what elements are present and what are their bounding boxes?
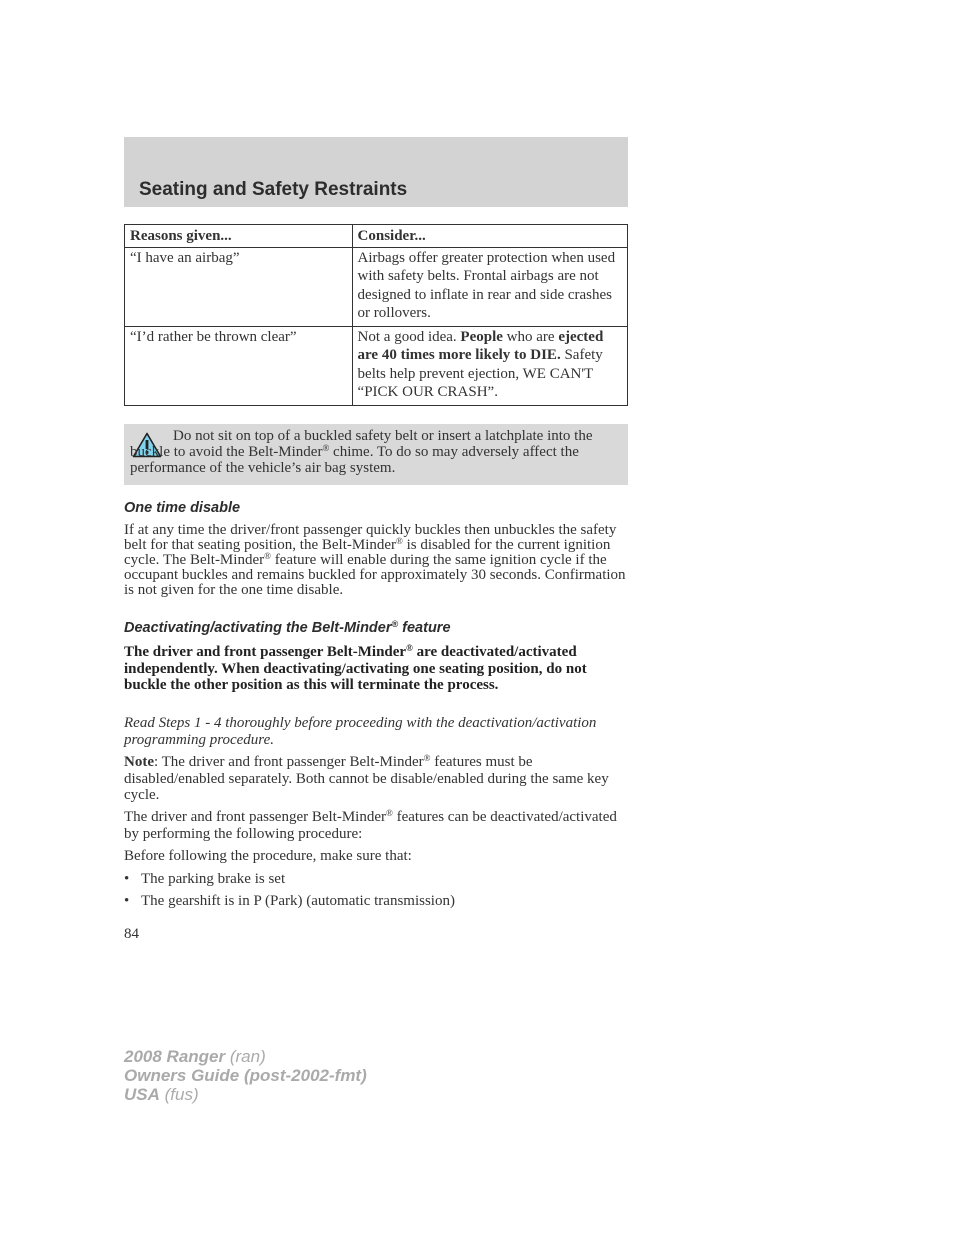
table-cell-consider [352,326,627,405]
one-time-disable-paragraph: If at any time the driver/front passenger quickly buckles then unbuckles the safety belt for that seating position, the Belt-Minder® is disabled for the current ignition cycle. The Belt-Minder® feature will enable during the same ignition cycle if the occupant buckles and remains buckled for approximately 30 seconds. Confirmation is not given for the one time disable. [124,522,626,598]
section-title: Seating and Safety Restraints [139,179,408,200]
deactivating-bold-paragraph: The driver and front passenger Belt-Minder® are deactivated/activated independently. When deactivating/activating one seating position, do not buckle the other position as this will terminate the process. [124,643,587,693]
procedure-paragraph: The driver and front passenger Belt-Minder® features can be deactivated/activated by performing the following procedure: [124,808,617,842]
consider-text: Safety belts help prevent ejection, WE CAN'T “PICK OUR CRASH”. [357,347,603,400]
consider-bold: People [460,328,503,345]
list-item: • The parking brake is set [124,871,286,887]
note-paragraph: Note: The driver and front passenger Belt-Minder® features must be disabled/enabled separately. Both cannot be disable/enabled during the same key cycle. [124,753,609,803]
before-procedure-paragraph: Before following the procedure, make sure that: [124,848,412,864]
table-header-row [125,225,628,248]
table-cell-consider: Airbags offer greater protection when used with safety belts. Frontal airbags are not designed to inflate in rear and side crashes or rollovers. [352,247,627,326]
table-header-consider: Consider... [352,225,627,248]
consider-text: Not a good idea. [357,328,461,345]
registered-mark: ® [322,443,330,453]
list-item: • The gearshift is in P (Park) (automatic transmission) [124,893,455,909]
table-header-reasons: Reasons given... [125,225,353,248]
read-steps-note: Read Steps 1 - 4 thoroughly before proceeding with the deactivation/activation programming procedure. [124,715,597,748]
warning-text: Do not sit on top of a buckled safety belt or insert a latchplate into the buckle to avoid the Belt-Minder® chime. To do so may adversely affect the performance of the vehicle’s air bag system. [130,428,593,476]
note-label: Note [124,754,154,770]
bullet-mark: • [124,893,130,909]
warning-box [124,424,628,485]
section-header-band [124,137,628,207]
page-number: 84 [124,926,139,942]
one-time-disable-heading: One time disable [124,500,241,516]
reasons-table [124,224,628,406]
footer-document-id: 2008 Ranger (ran) Owners Guide (post-2002-fmt) USA (fus) [124,1047,367,1104]
table-row [125,326,628,405]
table-cell-reason: “I have an airbag” [125,247,353,326]
consider-bold: ejected are 40 times more likely to DIE. [357,328,604,363]
bullet-mark: • [124,871,130,887]
table-row [125,247,628,326]
deactivating-heading: Deactivating/activating the Belt-Minder® feature [124,619,451,636]
table-cell-reason: “I’d rather be thrown clear” [125,326,353,405]
consider-text: who are [502,328,559,345]
